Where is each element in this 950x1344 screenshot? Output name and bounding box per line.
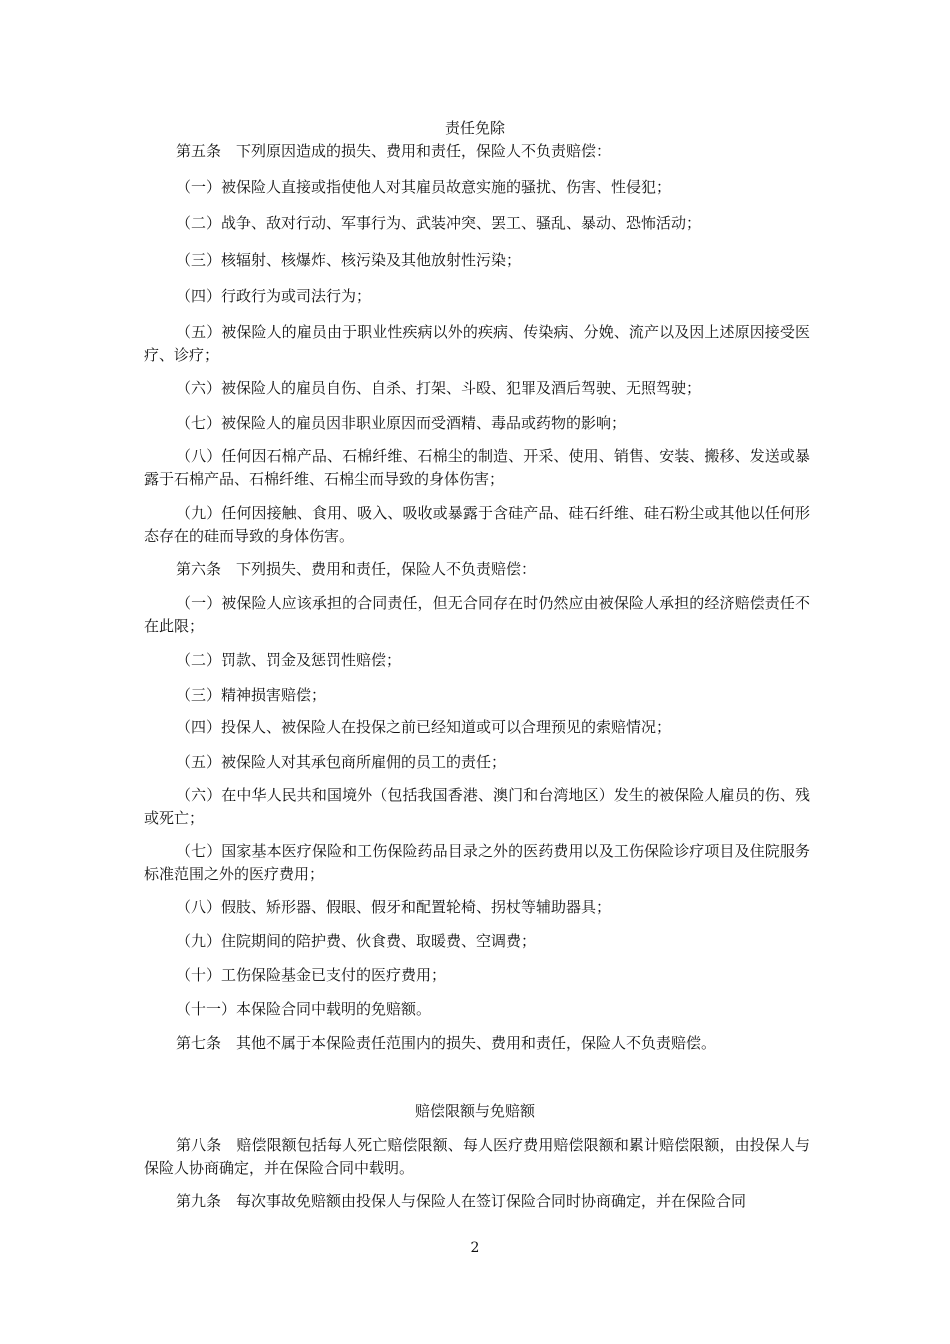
article-6-item-4: （四）投保人、被保险人在投保之前已经知道或可以合理预见的索赔情况； bbox=[176, 718, 672, 736]
article-5-item-9: （九）任何因接触、食用、吸入、吸收或暴露于含硅产品、硅石纤维、硅石粉尘或其他以任何形态存在的硅而导致的身体伤害。 bbox=[144, 504, 810, 545]
article-7: 第七条 其他不属于本保险责任范围内的损失、费用和责任，保险人不负责赔偿。 bbox=[176, 1034, 717, 1052]
article-9: 第九条 每次事故免赔额由投保人与保险人在签订保险合同时协商确定，并在保险合同 bbox=[176, 1192, 747, 1210]
article-8: 第八条 赔偿限额包括每人死亡赔偿限额、每人医疗费用赔偿限额和累计赔偿限额，由投保人与保险人协商确定，并在保险合同中载明。 bbox=[144, 1136, 810, 1177]
article-6-item-8: （八）假肢、矫形器、假眼、假牙和配置轮椅、拐杖等辅助器具； bbox=[176, 898, 612, 916]
article-5: 第五条 下列原因造成的损失、费用和责任，保险人不负责赔偿： bbox=[176, 142, 612, 160]
article-5-item-3: （三）核辐射、核爆炸、核污染及其他放射性污染； bbox=[176, 251, 522, 269]
article-5-item-8: （八）任何因石棉产品、石棉纤维、石棉尘的制造、开采、使用、销售、安装、搬移、发送或暴露于石棉产品、石棉纤维、石棉尘而导致的身体伤害； bbox=[144, 447, 810, 488]
page-number: 2 bbox=[470, 1240, 480, 1256]
section-heading-limits: 赔偿限额与免赔额 bbox=[414, 1102, 535, 1120]
article-6-item-11: （十一）本保险合同中载明的免赔额。 bbox=[176, 1000, 432, 1018]
article-6-item-2: （二）罚款、罚金及惩罚性赔偿； bbox=[176, 651, 402, 669]
section-heading-exclusions: 责任免除 bbox=[444, 119, 505, 137]
article-6-item-5: （五）被保险人对其承包商所雇佣的员工的责任； bbox=[176, 753, 507, 771]
article-6: 第六条 下列损失、费用和责任，保险人不负责赔偿： bbox=[176, 560, 537, 578]
article-6-item-3: （三）精神损害赔偿； bbox=[176, 686, 327, 704]
article-6-item-9: （九）住院期间的陪护费、伙食费、取暖费、空调费； bbox=[176, 932, 537, 950]
article-5-item-7: （七）被保险人的雇员因非职业原因而受酒精、毒品或药物的影响； bbox=[176, 414, 627, 432]
article-6-item-1: （一）被保险人应该承担的合同责任，但无合同存在时仍然应由被保险人承担的经济赔偿责任不在此限； bbox=[144, 594, 810, 635]
article-6-item-6: （六）在中华人民共和国境外（包括我国香港、澳门和台湾地区）发生的被保险人雇员的伤、残或死亡； bbox=[144, 786, 810, 827]
article-5-item-4: （四）行政行为或司法行为； bbox=[176, 287, 372, 305]
article-6-item-10: （十）工伤保险基金已支付的医疗费用； bbox=[176, 966, 447, 984]
article-5-item-6: （六）被保险人的雇员自伤、自杀、打架、斗殴、犯罪及酒后驾驶、无照驾驶； bbox=[176, 379, 702, 397]
article-5-item-1: （一）被保险人直接或指使他人对其雇员故意实施的骚扰、伤害、性侵犯； bbox=[176, 178, 672, 196]
article-5-item-5: （五）被保险人的雇员由于职业性疾病以外的疾病、传染病、分娩、流产以及因上述原因接受医疗、诊疗； bbox=[144, 323, 810, 364]
article-5-item-2: （二）战争、敌对行动、军事行为、武装冲突、罢工、骚乱、暴动、恐怖活动； bbox=[176, 214, 702, 232]
article-6-item-7: （七）国家基本医疗保险和工伤保险药品目录之外的医药费用以及工伤保险诊疗项目及住院服务标准范围之外的医疗费用； bbox=[144, 842, 810, 883]
